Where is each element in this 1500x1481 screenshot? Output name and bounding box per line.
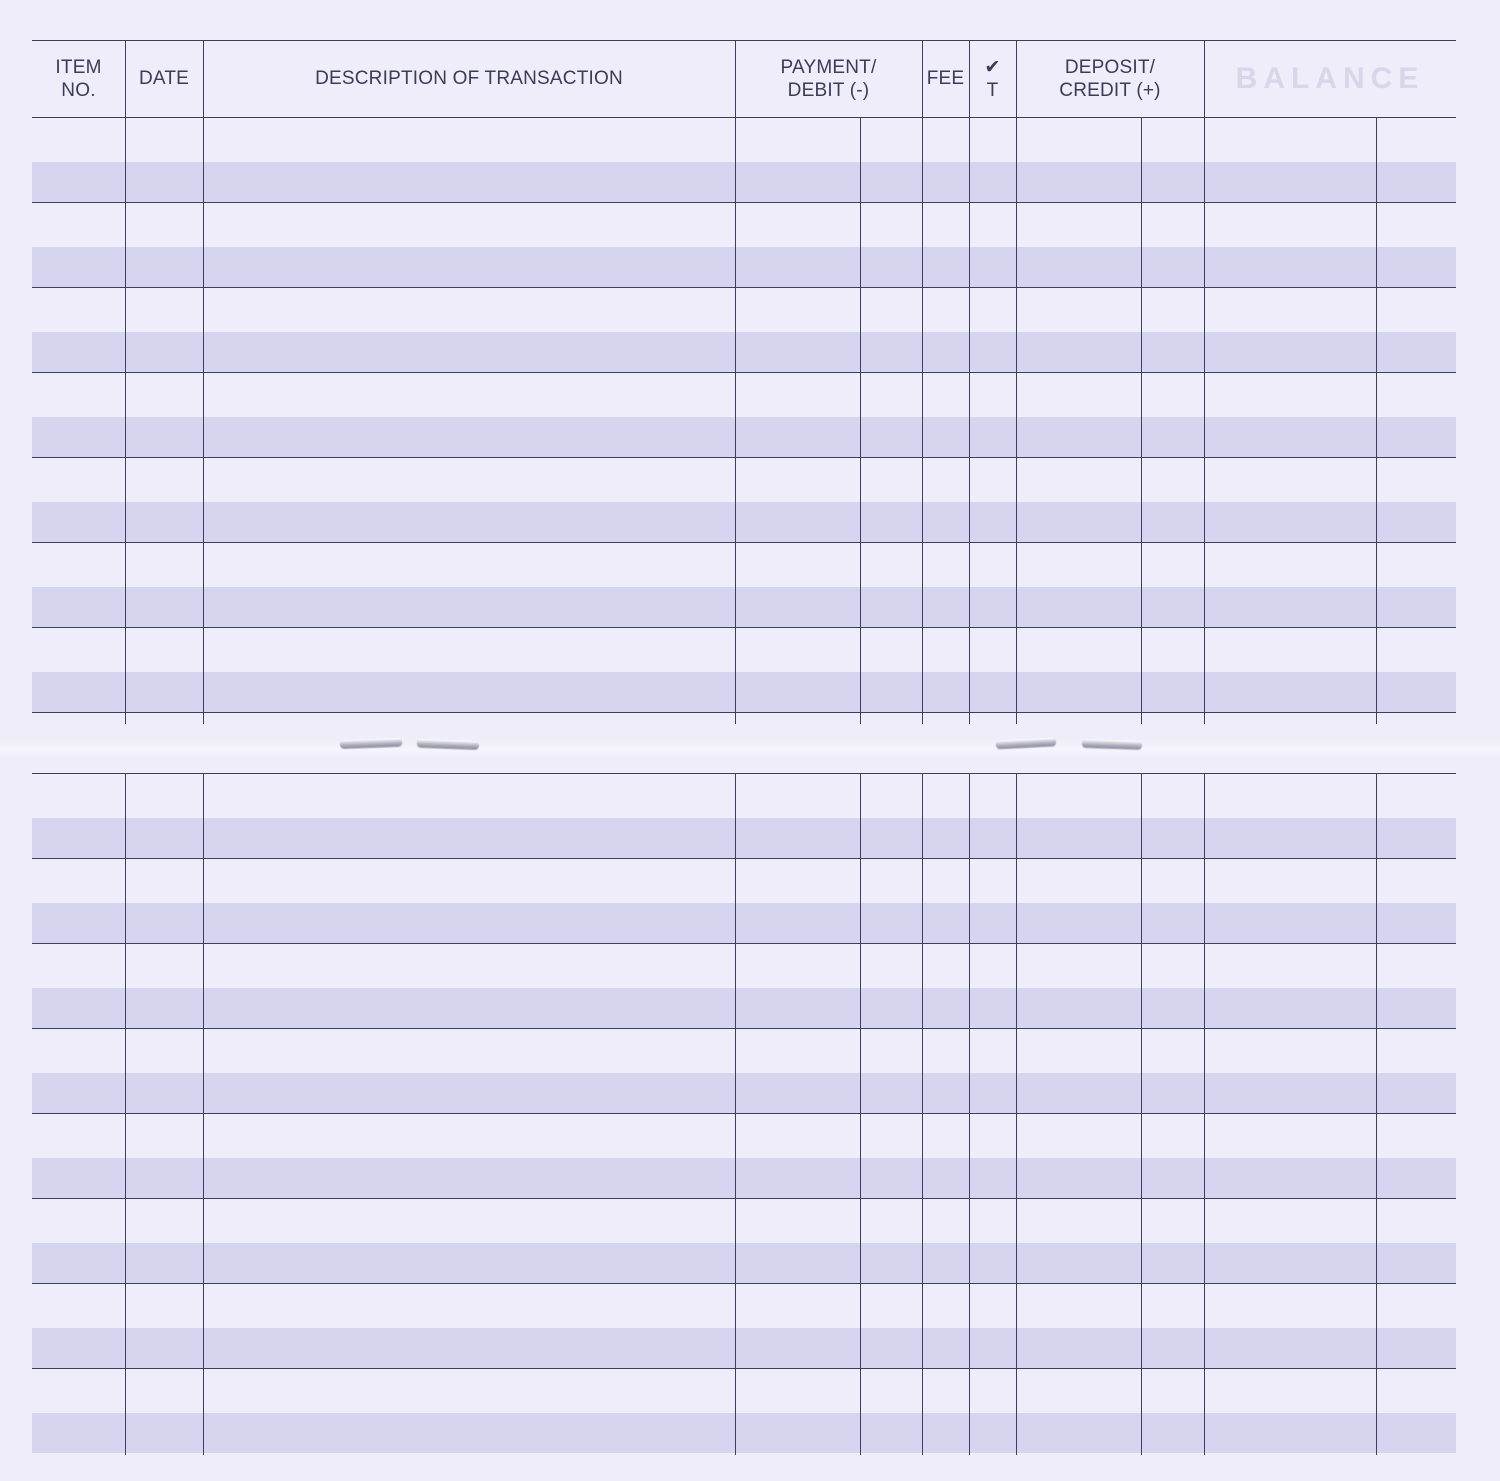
register-row bbox=[32, 773, 1456, 859]
row-shading bbox=[32, 818, 1456, 858]
register-row bbox=[32, 1113, 1456, 1199]
header-payment-debit: PAYMENT/ DEBIT (-) bbox=[780, 56, 877, 101]
header-check-mark: ✔ T bbox=[984, 56, 1001, 101]
header-description: DESCRIPTION OF TRANSACTION bbox=[315, 68, 623, 89]
register-row bbox=[32, 542, 1456, 628]
register-row bbox=[32, 117, 1456, 203]
header-fee: FEE bbox=[926, 68, 965, 89]
register-bottom-section bbox=[32, 773, 1456, 1455]
column-rule-date bbox=[125, 773, 126, 1455]
row-shading bbox=[32, 587, 1456, 627]
row-shading bbox=[32, 417, 1456, 457]
row-shading bbox=[32, 672, 1456, 712]
register-row bbox=[32, 1028, 1456, 1114]
row-shading bbox=[32, 1328, 1456, 1368]
row-shading bbox=[32, 502, 1456, 542]
column-rule-description bbox=[203, 40, 204, 724]
column-rule-check bbox=[969, 40, 970, 724]
center-fold bbox=[0, 740, 1500, 758]
deposit-cents-rule bbox=[1141, 773, 1142, 1455]
column-rule-deposit bbox=[1016, 773, 1017, 1455]
column-rule-date bbox=[125, 40, 126, 724]
row-shading bbox=[32, 247, 1456, 287]
register-row bbox=[32, 457, 1456, 543]
row-shading bbox=[32, 1243, 1456, 1283]
balance-cents-rule bbox=[1376, 773, 1377, 1455]
header-date: DATE bbox=[138, 68, 190, 89]
header-balance: BALANCE bbox=[1235, 62, 1425, 95]
register-top-section bbox=[32, 40, 1456, 724]
balance-cents-rule bbox=[1376, 117, 1377, 724]
row-shading bbox=[32, 903, 1456, 943]
register-row bbox=[32, 1368, 1456, 1453]
row-shading bbox=[32, 332, 1456, 372]
column-rule-description bbox=[203, 773, 204, 1455]
deposit-cents-rule bbox=[1141, 117, 1142, 724]
register-row bbox=[32, 202, 1456, 288]
register-row bbox=[32, 858, 1456, 944]
register-row bbox=[32, 627, 1456, 713]
register-row bbox=[32, 372, 1456, 458]
column-rule-deposit bbox=[1016, 40, 1017, 724]
payment-cents-rule bbox=[860, 773, 861, 1455]
register-row bbox=[32, 1198, 1456, 1284]
register-row bbox=[32, 1283, 1456, 1369]
row-shading bbox=[32, 162, 1456, 202]
register-row bbox=[32, 943, 1456, 1029]
row-shading bbox=[32, 1073, 1456, 1113]
column-rule-fee bbox=[922, 40, 923, 724]
column-rule-fee bbox=[922, 773, 923, 1455]
column-rule-payment bbox=[735, 773, 736, 1455]
header-item-no: ITEM NO. bbox=[55, 56, 102, 101]
row-shading bbox=[32, 988, 1456, 1028]
header-deposit-credit: DEPOSIT/ CREDIT (+) bbox=[1059, 56, 1161, 101]
payment-cents-rule bbox=[860, 117, 861, 724]
column-rule-payment bbox=[735, 40, 736, 724]
column-rule-balance bbox=[1204, 773, 1205, 1455]
column-rule-balance bbox=[1204, 40, 1205, 724]
register-header bbox=[32, 40, 1456, 118]
register-row bbox=[32, 287, 1456, 373]
row-shading bbox=[32, 1158, 1456, 1198]
column-rule-check bbox=[969, 773, 970, 1455]
row-shading bbox=[32, 1413, 1456, 1453]
